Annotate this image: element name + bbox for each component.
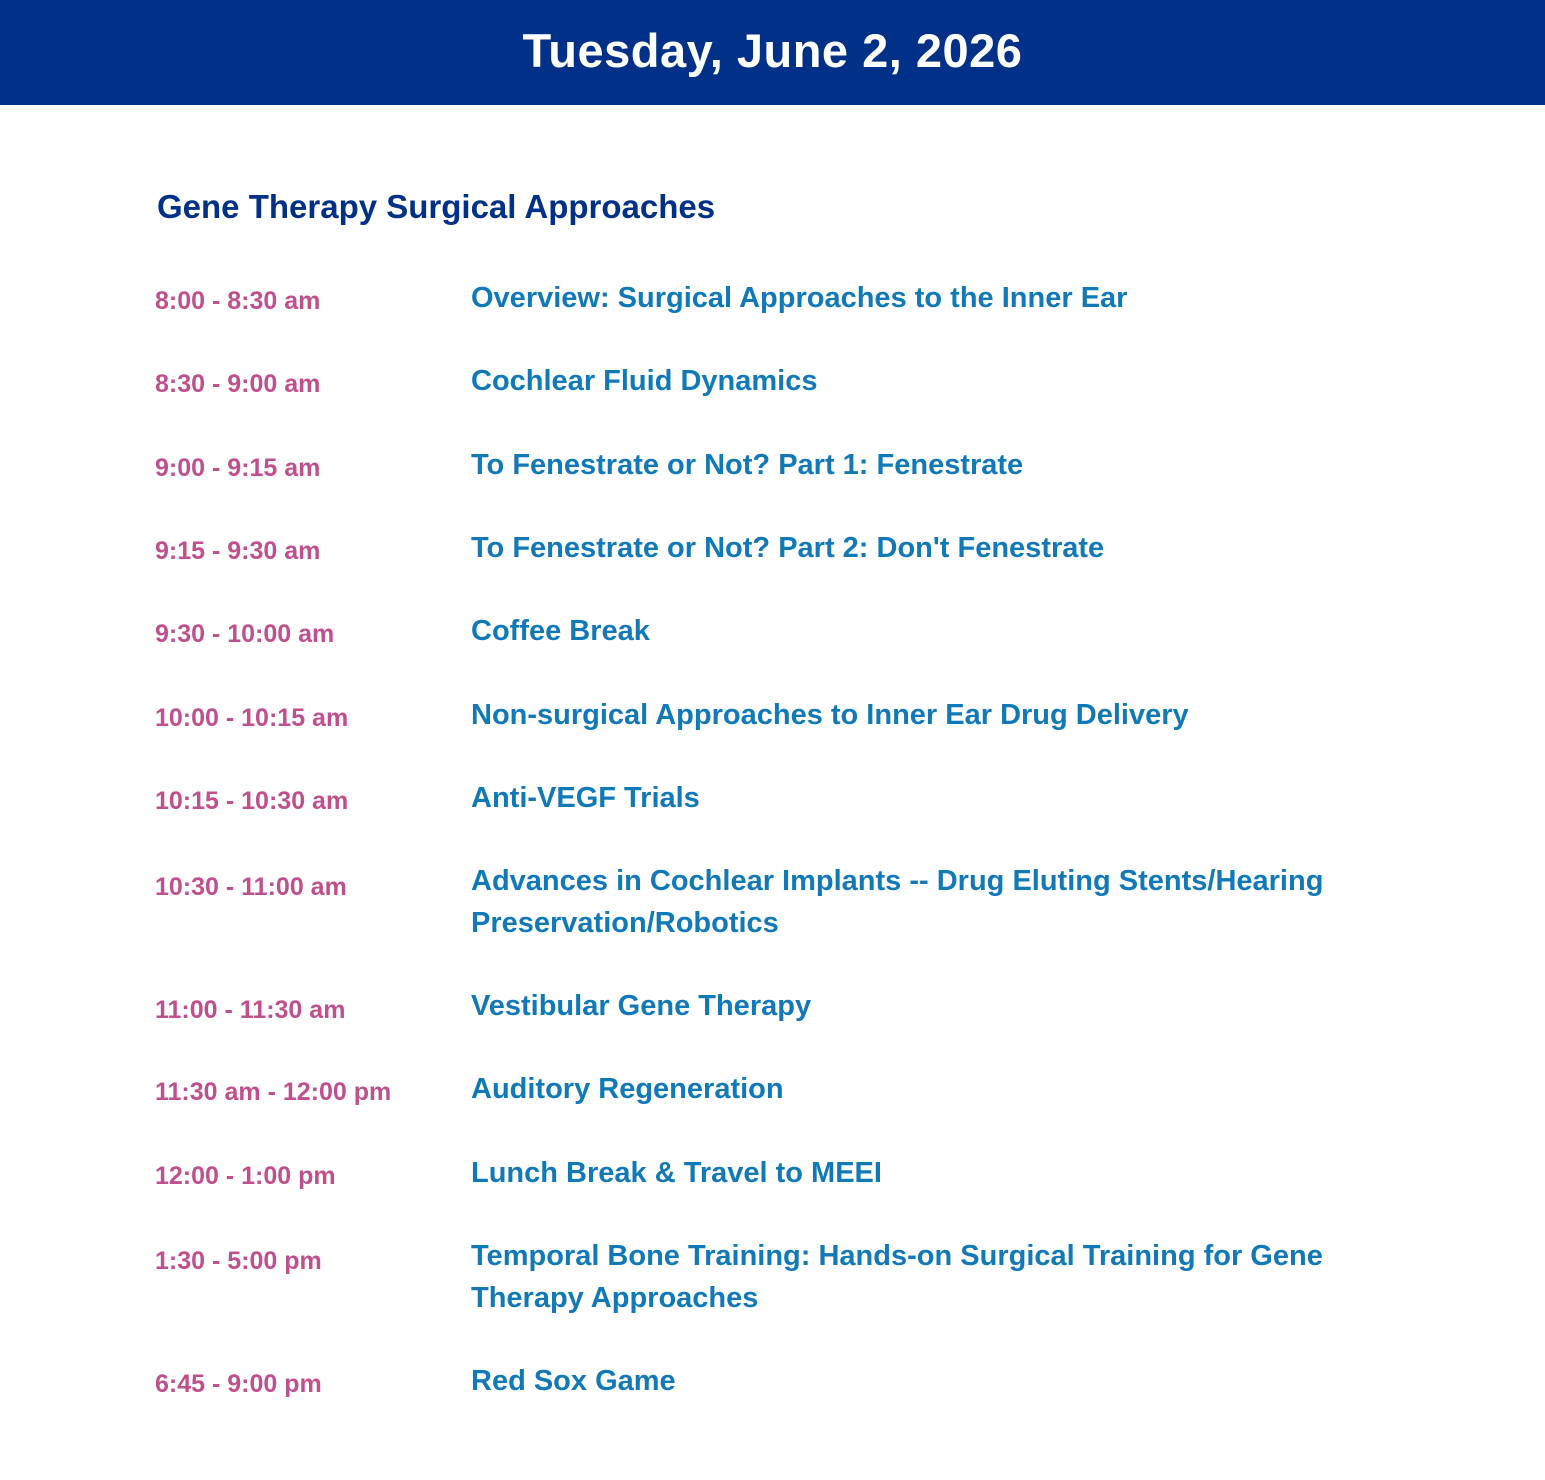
schedule-time: 1:30 - 5:00 pm: [155, 1247, 322, 1275]
schedule-time: 10:00 - 10:15 am: [155, 704, 349, 732]
schedule-time: 9:00 - 9:15 am: [155, 454, 321, 482]
schedule-time: 8:30 - 9:00 am: [155, 370, 321, 398]
page-title: Tuesday, June 2, 2026: [522, 24, 1023, 77]
schedule-time: 6:45 - 9:00 pm: [155, 1370, 322, 1398]
schedule-time: 12:00 - 1:00 pm: [155, 1162, 336, 1190]
section-title: Gene Therapy Surgical Approaches: [157, 188, 716, 225]
schedule-time: 11:30 am - 12:00 pm: [155, 1078, 392, 1106]
schedule-title: Anti-VEGF Trials: [471, 782, 700, 814]
schedule-title: Overview: Surgical Approaches to the Inner Ear: [471, 282, 1128, 314]
schedule-title: Non-surgical Approaches to Inner Ear Drug Delivery: [471, 699, 1189, 731]
schedule-title: Lunch Break & Travel to MEEI: [471, 1157, 882, 1189]
schedule-time: 10:15 - 10:30 am: [155, 787, 349, 815]
schedule-time: 11:00 - 11:30 am: [155, 996, 346, 1024]
schedule-title: Cochlear Fluid Dynamics: [471, 365, 818, 397]
schedule-title: Coffee Break: [471, 615, 650, 647]
schedule-title: Temporal Bone Training: Hands-on Surgical Training for Gene Therapy Approaches: [471, 1240, 1323, 1314]
schedule-title: Red Sox Game: [471, 1365, 676, 1397]
schedule-time: 8:00 - 8:30 am: [155, 287, 321, 315]
schedule-title: To Fenestrate or Not? Part 1: Fenestrate: [471, 449, 1024, 481]
schedule-title: Auditory Regeneration: [471, 1073, 784, 1105]
schedule-title: Advances in Cochlear Implants -- Drug Eluting Stents/Hearing Preservation/Robotics: [471, 865, 1324, 939]
page-header: [0, 0, 1545, 105]
schedule-title: Vestibular Gene Therapy: [471, 990, 812, 1022]
schedule-time: 9:30 - 10:00 am: [155, 620, 335, 648]
schedule-time: 10:30 - 11:00 am: [155, 873, 347, 901]
schedule-time: 9:15 - 9:30 am: [155, 537, 321, 565]
schedule-title: To Fenestrate or Not? Part 2: Don't Fenestrate: [471, 532, 1105, 564]
